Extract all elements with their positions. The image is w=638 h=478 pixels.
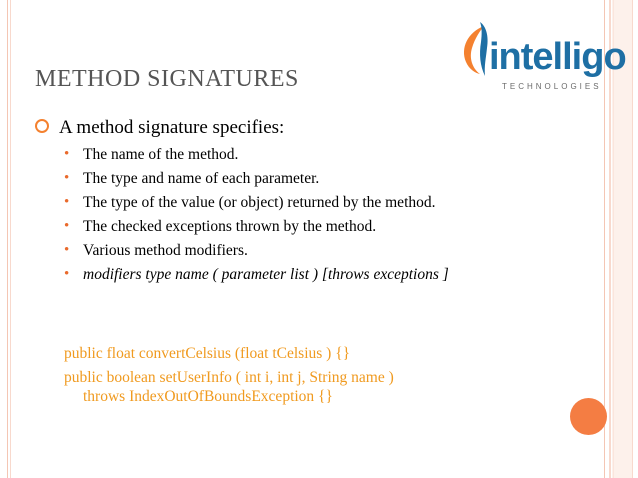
left-border-line <box>7 0 8 478</box>
list-item-text: modifiers type name ( parameter list ) [throws exceptions ] <box>83 266 449 283</box>
intro-text: A method signature specifies: <box>59 117 285 138</box>
ring-bullet-icon <box>35 119 49 133</box>
intro-bullet <box>35 117 284 140</box>
logo-wordmark: intelligo <box>489 36 626 78</box>
code-examples <box>64 344 544 411</box>
bullet-dot-icon: • <box>64 170 70 186</box>
left-border-line <box>10 0 11 478</box>
list-item <box>64 169 554 188</box>
slide-title: METHOD SIGNATURES <box>35 66 299 92</box>
intelligo-logo <box>458 18 624 96</box>
decorative-orange-circle <box>570 398 607 435</box>
list-item-text: The type of the value (or object) returned by the method. <box>83 194 436 211</box>
list-item <box>64 241 554 260</box>
bullet-dot-icon: • <box>64 242 70 258</box>
code-line: public float convertCelsius (float tCelsius ) {} <box>64 345 351 362</box>
code-line <box>64 368 544 406</box>
bullet-dot-icon: • <box>64 266 70 282</box>
list-item <box>64 217 554 236</box>
list-item <box>64 265 554 284</box>
list-item <box>64 193 554 212</box>
sub-bullet-list <box>64 145 554 289</box>
logo-subtitle: TECHNOLOGIES <box>502 82 602 91</box>
list-item-text: The checked exceptions thrown by the method. <box>83 218 377 235</box>
code-line-continuation: throws IndexOutOfBoundsException {} <box>83 388 333 405</box>
code-line-text: public boolean setUserInfo ( int i, int j, String name ) <box>64 369 394 386</box>
bullet-dot-icon: • <box>64 218 70 234</box>
bullet-dot-icon: • <box>64 146 70 162</box>
bullet-dot-icon: • <box>64 194 70 210</box>
right-border-line <box>632 0 633 478</box>
list-item-text: Various method modifiers. <box>83 242 248 259</box>
list-item <box>64 145 554 164</box>
list-item-text: The type and name of each parameter. <box>83 170 320 187</box>
list-item-text: The name of the method. <box>83 146 239 163</box>
